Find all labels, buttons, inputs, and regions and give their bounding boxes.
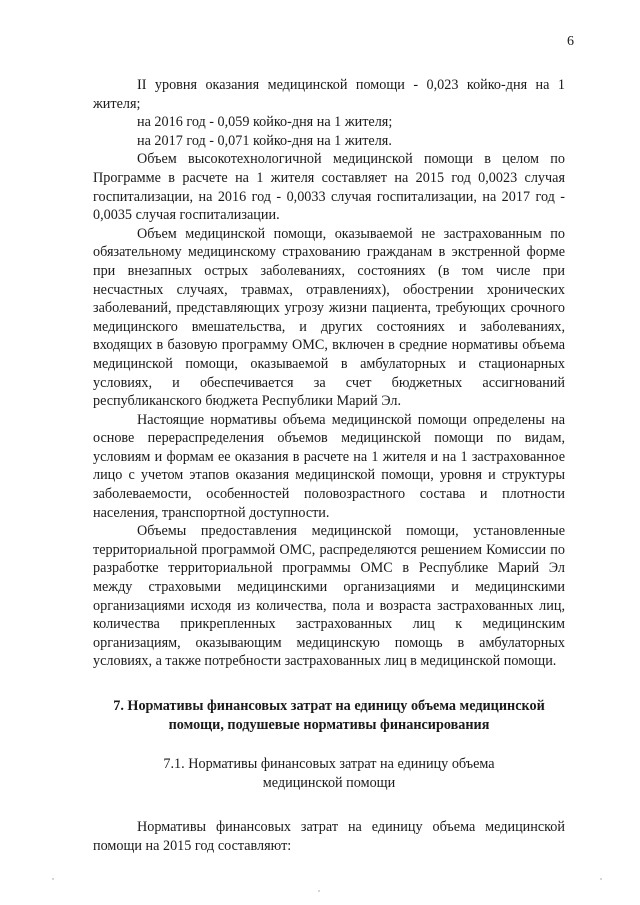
page-number: 6 (567, 34, 574, 49)
section-heading: 7. Нормативы финансовых затрат на единицу объема медицинской помощи, подушевые нормативы финансирования (113, 698, 545, 733)
sub-heading: 7.1. Нормативы финансовых затрат на единицу объема медицинской помощи (163, 756, 495, 791)
paragraph-financial-norms: Нормативы финансовых затрат на единицу объема медицинской помощи на 2015 год составляют: (93, 819, 565, 854)
scan-speck (318, 890, 320, 892)
paragraph-2016: на 2016 год - 0,059 койко-дня на 1 жителя; (137, 114, 393, 131)
paragraph-oms-volumes: Объемы предоставления медицинской помощи, установленные территориальной программой ОМС, распределяются решением Комиссии по разработке территориальной программы ОМС в Республике Марий Эл между страховыми медицинскими организациями и медицинскими организациями исходя из количества, пола и возраста застрахованных лиц, количества прикрепленных застрахованных лиц к медицинским организациям, оказывающим медицинскую помощь в амбулаторных условиях, а также потребности застрахованных лиц в медицинской помощи. (93, 523, 565, 670)
scan-speck (600, 878, 602, 880)
paragraph-uninsured-care: Объем медицинской помощи, оказываемой не застрахованным по обязательному медицинскому страхованию гражданам в экстренной форме при внезапных острых заболеваниях, состояниях (в том числе при несчастных случаях, травмах, отравлениях), обострении хронических заболеваний, представляющих угрозу жизни пациента, требующих срочного медицинского вмешательства, и других состояниях и заболеваниях, входящих в базовую программу ОМС, включен в средние нормативы объема медицинской помощи, оказываемой в амбулаторных и стационарных условиях, и обеспечивается за счет бюджетных ассигнований республиканского бюджета Республики Марий Эл. (93, 225, 565, 410)
paragraph-volume-norms: Настоящие нормативы объема медицинской помощи определены на основе перераспределения объемов медицинской помощи по видам, условиям и формам ее оказания в расчете на 1 жителя и на 1 застрахованное лицо с учетом этапов оказания медицинской помощи, уровня и структуры заболеваемости, особенностей половозрастного состава и плотности населения, транспортной доступности. (93, 411, 565, 521)
paragraph-high-tech-volume: Объем высокотехнологичной медицинской помощи в целом по Программе в расчете на 1 жителя составляет на 2015 год 0,0023 случая госпитализации, на 2016 год - 0,0033 случая госпитализации, на 2017 год - 0,0035 случая госпитализации. (93, 151, 565, 224)
paragraph-level-ii: II уровня оказания медицинской помощи - 0,023 койко-дня на 1 жителя; (93, 77, 565, 112)
document-body (93, 76, 565, 855)
paragraph-2017: на 2017 год - 0,071 койко-дня на 1 жителя. (137, 132, 392, 149)
scan-speck (52, 878, 54, 880)
